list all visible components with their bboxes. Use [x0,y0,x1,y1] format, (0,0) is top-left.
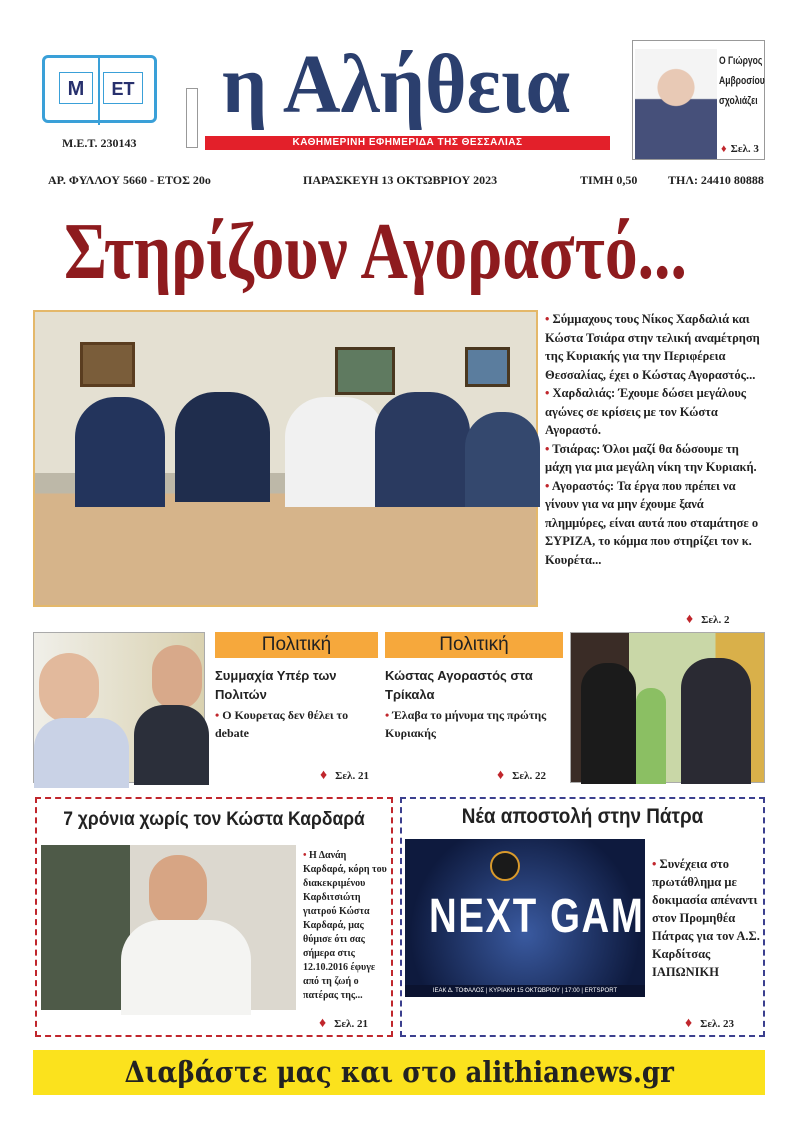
lead-bullet [545,384,767,440]
bullet-icon: • [215,708,223,722]
price: ΤΙΜΗ 0,50 [580,173,638,187]
bullet-icon: • [545,478,552,493]
columnist-box[interactable] [632,40,765,160]
masthead-subtitle: ΚΑΘΗΜΕΡΙΝΗ ΕΦΗΜΕΡΙΔΑ ΤΗΣ ΘΕΣΣΑΛΙΑΣ [205,136,610,150]
kardaras-title: 7 χρόνια χωρίς τον Κώστα Καρδαρά [63,809,365,830]
page-ref[interactable]: Σελ. 21 [334,1018,368,1030]
logo-letter: Μ [59,72,93,104]
bullet-icon: • [545,386,553,400]
diamond-icon: ♦ [497,768,505,783]
story-bullet: Ο Κουρετας δεν θέλει το debate [215,708,349,740]
met-logo [42,55,157,123]
issue-date: ΠΑΡΑΣΚΕΥΗ 13 ΟΚΤΩΒΡΙΟΥ 2023 [303,173,498,187]
lead-bullet [545,310,767,384]
masthead-emblem [186,88,198,148]
story-1[interactable] [215,632,378,783]
lead-bullet [545,477,767,570]
poster-title: NEXT GAME [429,890,672,943]
bullet-icon: • [545,441,553,456]
bullet-icon: • [545,312,553,326]
page-ref[interactable]: Σελ. 2 [701,614,730,626]
bullet-text: Τσιάρας: Όλοι μαζί θα δώσουμε τη μάχη για μια μεγάλη νίκη την Κυριακή. [545,441,757,474]
page-ref[interactable]: Σελ. 23 [700,1018,734,1030]
page-ref[interactable]: Σελ. 3 [730,143,759,155]
footer-banner[interactable] [33,1050,765,1095]
lead-headline[interactable]: Στηρίζουν Αγοραστό... [64,208,687,296]
columnist-photo [635,49,717,159]
patra-bullet: Συνέχεια στο πρωτάθλημα με δοκιμασία απέναντι στον Προμηθέα Πάτρας για τον Α.Σ. Καρδίτσας ΙΑΠΩΝΙΚΗ [652,857,760,979]
issue-number: ΑΡ. ΦΥΛΛΟΥ 5660 - ΕΤΟΣ 20ο [48,173,211,187]
diamond-icon: ♦ [721,143,727,155]
lead-photo[interactable] [33,310,538,607]
next-game-poster [405,839,672,997]
patra-title: Νέα αποστολή στην Πάτρα [461,805,704,828]
logo-letter: ΕΤ [103,72,143,104]
page-ref[interactable]: Σελ. 21 [335,770,369,782]
diamond-icon: ♦ [320,768,328,783]
bullet-text: Χαρδαλιάς: Έχουμε δώσει μεγάλους αγώνες σε κρίσεις με τον Κώστα Αγοραστό. [545,386,747,437]
kardaras-box[interactable] [35,797,393,1037]
columnist-label: σχολιάζει [719,95,758,107]
bullet-text: Σύμμαχους τους Νίκος Χαρδαλιά και Κώστα Τσιάρα στην τελική αναμέτρηση της Κυριακής για την Περιφέρεια Θεσσαλίας, έχει ο Κώστας Αγοραστός... [545,312,760,382]
met-code: Μ.Ε.Τ. 230143 [62,136,137,150]
columnist-surname: Αμβροσίου [719,75,765,87]
diamond-icon: ♦ [686,612,694,627]
team-logo [490,851,520,881]
kardaras-bullet: Η Δανάη Καρδαρά, κόρη του διακεκριμένου Καρδιτσιώτη γιατρού Κώστα Καρδαρά, μας θύμισε ότι σας σήμερα στις 12.10.2016 έφυγε από τη ζωή ο πατέρας της... [303,850,387,1001]
footer-text: Διαβάστε μας και στο alithianews.gr [124,1055,674,1089]
kardaras-photo [41,845,296,1010]
story-title: Κώστας Αγοραστός στα Τρίκαλα [385,668,533,702]
phone: ΤΗΛ: 24410 80888 [668,173,764,187]
diamond-icon: ♦ [685,1016,693,1031]
bullet-icon: • [385,708,393,722]
story-bullet: Έλαβα το μήνυμα της πρώτης Κυριακής [385,708,547,740]
page-ref[interactable]: Σελ. 22 [512,770,546,782]
bullet-icon: • [652,857,660,871]
logo-spine [98,55,100,125]
masthead-title: η Αλήθεια [222,38,571,131]
lead-summary [545,310,767,569]
lead-bullet [545,440,767,477]
politicians-photo[interactable] [33,632,205,783]
patra-box[interactable] [400,797,765,1037]
diamond-icon: ♦ [319,1016,327,1031]
bullet-icon: • [303,850,310,861]
columnist-name: Ο Γιώργος [719,55,763,67]
section-tab: Πολιτική [385,632,563,658]
bullet-text: Αγοραστός: Τα έργα που πρέπει να γίνουν για να μην έχουμε ξανά πλημμύρες, είναι αυτά που σταμάτησε ο ΣΥΡΙΖΑ, το κόμμα που στηρίζει τον κ. Κουρέτα... [545,478,759,567]
story-title: Συμμαχία Υπέρ των Πολιτών [215,668,337,702]
section-tab: Πολιτική [215,632,378,658]
poster-strip: ΙΕΑΚ Δ. ΤΟΦΑΛΟΣ | ΚΥΡΙΑΚΗ 15 ΟΚΤΩΒΡΙΟΥ | 17:00 | ERTSPORT [405,985,645,997]
story-2[interactable] [385,632,563,783]
trikala-photo[interactable] [570,632,765,783]
